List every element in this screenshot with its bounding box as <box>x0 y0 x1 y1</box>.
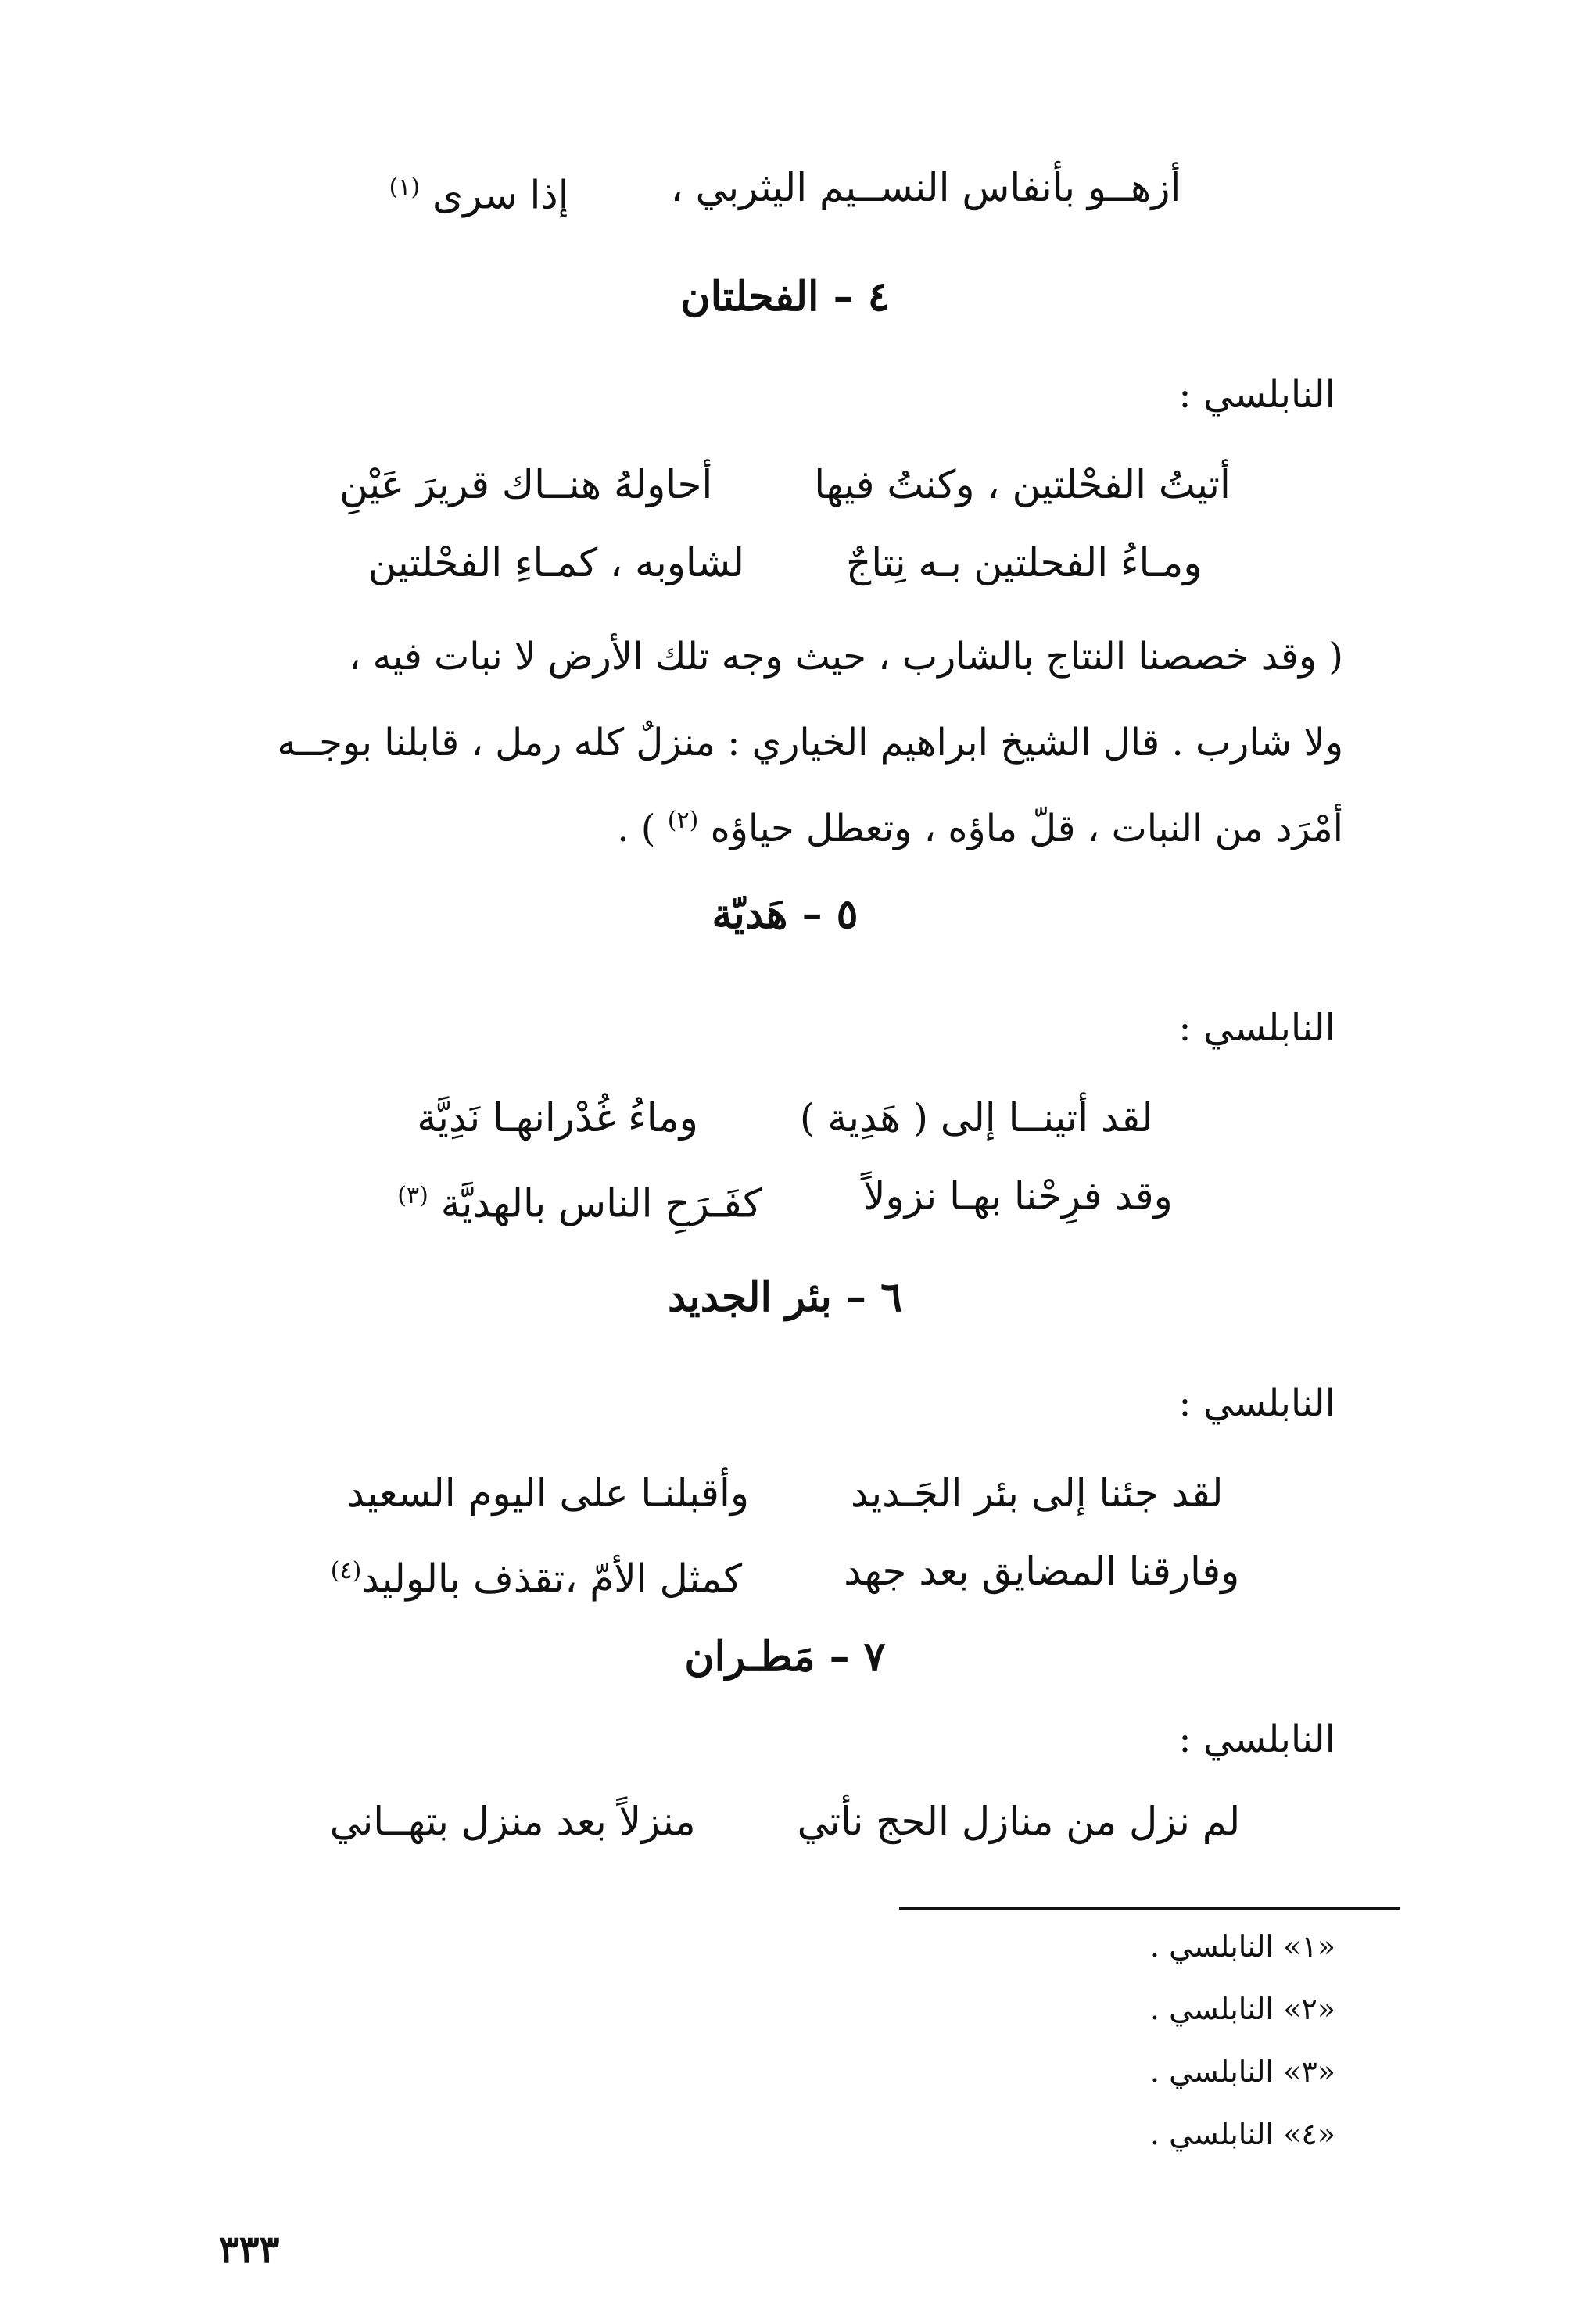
footnote-mark: (١) <box>389 174 421 201</box>
hemistich <box>331 1540 742 1602</box>
hemistich <box>389 156 569 219</box>
verse-line <box>0 1540 1570 1602</box>
footnote-mark: (٢) <box>667 807 699 834</box>
footnote-mark: (٣) <box>397 1182 428 1209</box>
verse-line <box>0 532 1570 594</box>
hemistich: لشاوبه ، كمـاءِ الفحْلتين <box>367 540 744 585</box>
hemistich: لم نزل من منازل الحج نأتي <box>797 1799 1241 1844</box>
hemistich: منزلاً بعد منزل بتهــاني <box>329 1799 696 1844</box>
hemistich: ومـاءُ الفحلتين بـه نِتاجٌ <box>846 540 1203 585</box>
hemistich: أحاولهُ هنــاك قريرَ عَيْنِ <box>339 462 713 507</box>
hemistich: وفارقنا المضايق بعد جهد <box>844 1549 1240 1594</box>
prose-text: أمْرَد من النبات ، قلّ ماؤه ، وتعطل حياؤه <box>710 807 1343 850</box>
hemistich: أزهــو بأنفاس النســيم اليثربي ، <box>670 165 1181 210</box>
verse-line <box>0 453 1570 516</box>
section-heading: ٦ – بئر الجديد <box>667 1273 903 1321</box>
footnote: «٢» النابلسي . <box>1149 1992 1335 2026</box>
page-number: ٣٣٣ <box>219 2228 280 2272</box>
verse-line <box>0 1790 1570 1853</box>
footnote: «١» النابلسي . <box>1149 1929 1335 1964</box>
verse-line <box>0 1087 1570 1149</box>
verse-line <box>0 1462 1570 1524</box>
footnote: «٤» النابلسي . <box>1149 2117 1335 2151</box>
hemistich: وماءُ غُدْرانهـا نَدِيَّة <box>417 1095 698 1141</box>
speaker-label: النابلسي : <box>1178 1717 1335 1761</box>
footnote-mark: (٤) <box>330 1557 362 1585</box>
hemistich-text: إذا سرى <box>432 172 569 218</box>
hemistich-text: كمثل الأمّ ،تقذف بالوليد <box>361 1556 743 1602</box>
hemistich: أتيتُ الفحْلتين ، وكنتُ فيها <box>814 462 1231 507</box>
speaker-label: النابلسي : <box>1178 373 1335 417</box>
footnote: «٣» النابلسي . <box>1149 2054 1335 2089</box>
hemistich-text: كفَـرَحِ الناس بالهديَّة <box>440 1180 762 1226</box>
section-heading: ٧ – مَطـران <box>684 1633 886 1681</box>
prose-line: ولا شارب . قال الشيخ ابراهيم الخياري : منزلٌ كله رمل ، قابلنا بوجــه <box>277 721 1343 765</box>
verse-line-top <box>0 156 1570 219</box>
footnote-divider <box>899 1907 1400 1910</box>
section-heading: ٤ – الفحلتان <box>680 273 890 320</box>
hemistich: لقد أتينــا إلى ( هَدِية ) <box>799 1095 1153 1141</box>
hemistich: وأقبلنـا على اليوم السعيد <box>346 1470 749 1516</box>
verse-line <box>0 1165 1570 1227</box>
section-heading: ٥ – هَديّة <box>712 890 858 938</box>
prose-line <box>617 790 1343 860</box>
hemistich <box>397 1165 762 1227</box>
hemistich: لقد جئنا إلى بئر الجَـديد <box>850 1470 1224 1516</box>
speaker-label: النابلسي : <box>1178 1381 1335 1425</box>
prose-text: ) . <box>617 807 656 850</box>
prose-line: ( وقد خصصنا النتاج بالشارب ، حيث وجه تلك الأرض لا نبات فيه ، <box>348 635 1343 679</box>
hemistich: وقد فرِحْنا بهـا نزولاً <box>863 1173 1173 1219</box>
speaker-label: النابلسي : <box>1178 1006 1335 1050</box>
